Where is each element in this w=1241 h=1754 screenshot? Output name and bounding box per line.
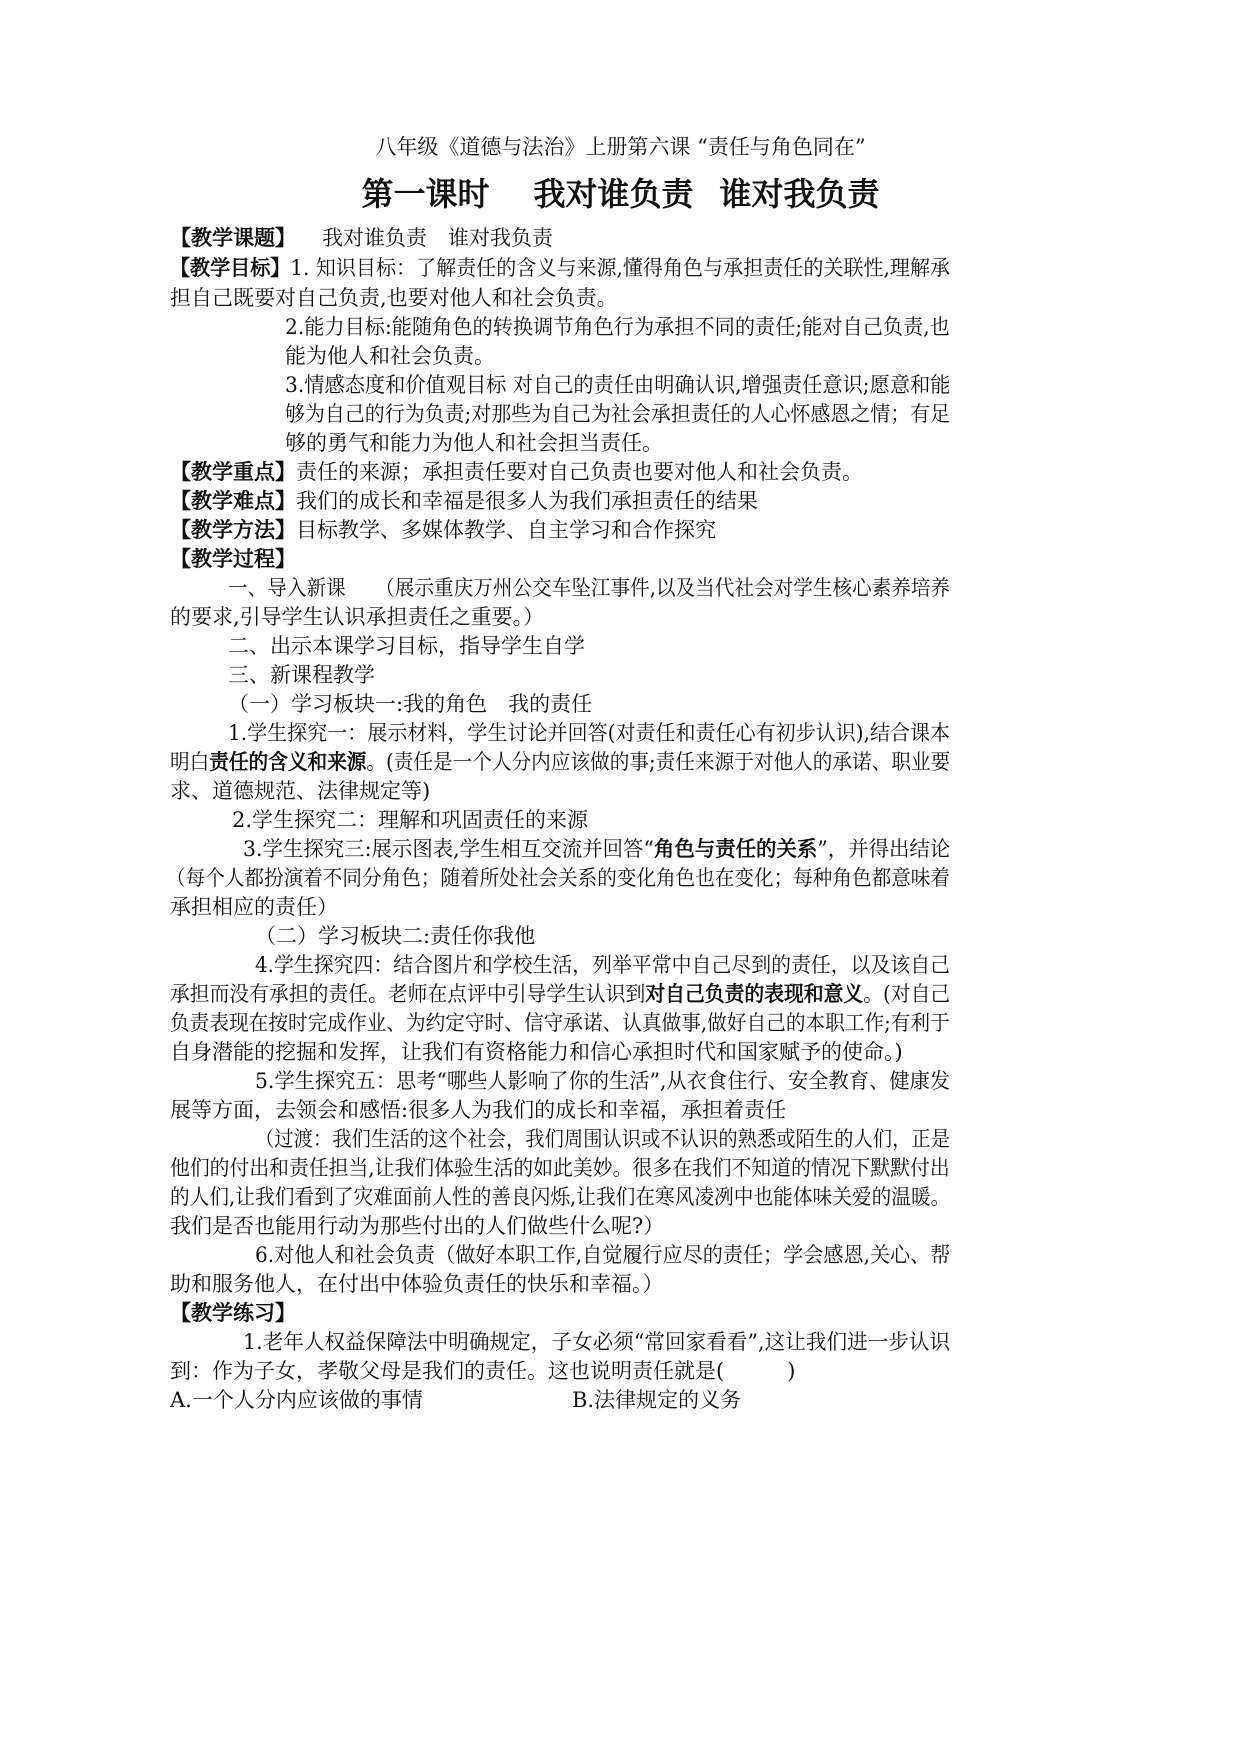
- inquiry-3-line-3: 承担相应的责任）: [170, 895, 338, 919]
- intro-line-2: 的要求,引导学生认识承担责任之重要。）: [170, 605, 545, 629]
- transition-line-4: 我们是否也能用行动为那些付出的人们做些什么呢?）: [170, 1214, 665, 1238]
- key-row: [170, 457, 863, 487]
- inquiry-2: 2.学生探究二：理解和巩固责任的来源: [232, 808, 589, 832]
- inquiry-1-line-2: [170, 747, 950, 777]
- step-2: 二、出示本课学习目标，指导学生自学: [228, 634, 585, 658]
- block-1-heading: （一）学习板块一:我的角色 我的责任: [228, 692, 593, 716]
- topic-row: [170, 223, 553, 253]
- transition-line-2: 他们的付出和责任担当,让我们体验生活的如此美妙。很多在我们不知道的情况下默默付出: [170, 1156, 950, 1180]
- goal-2-line-2: 能为他人和社会负责。: [285, 344, 495, 368]
- inquiry-3-bold: 角色与责任的关系: [653, 837, 818, 861]
- item-6-line-2: 助和服务他人，在付出中体验负责任的快乐和幸福。）: [170, 1272, 664, 1296]
- topic-label: 【教学课题】: [170, 226, 296, 250]
- inquiry-4-line-1: 4.学生探究四：结合图片和学校生活，列举平常中自己尽到的责任，以及该自己: [255, 953, 951, 977]
- option-a: A.一个人分内应该做的事情: [170, 1388, 423, 1412]
- course-subtitle: 八年级《道德与法治》上册第六课 “责任与角色同在”: [375, 135, 866, 159]
- goal-2-line-1: 2.能力目标:能随角色的转换调节角色行为承担不同的责任;能对自己负责,也: [285, 315, 950, 339]
- topic-text: 我对谁负责 谁对我负责: [322, 226, 553, 250]
- difficulty-row: [170, 486, 758, 516]
- goal-3-line-3: 够的勇气和能力为他人和社会担当责任。: [285, 431, 663, 455]
- inquiry-1-line-3: 求、道德规范、法律规定等): [170, 779, 431, 803]
- goal-1-line-1: 1. 知识目标：了解责任的含义与来源,懂得角色与承担责任的关联性,理解承: [290, 256, 951, 280]
- inquiry-4-line-3: 负责表现在按时完成作业、为约定守时、信守承诺、认真做事,做好自己的本职工作;有利于: [170, 1011, 950, 1035]
- question-1-line-2: 到：作为子女，孝敬父母是我们的责任。这也说明责任就是( ): [170, 1359, 796, 1383]
- inquiry-3-text-c: ”，并得出结论: [817, 837, 951, 861]
- inquiry-3-text-a: 3.学生探究三:展示图表,学生相互交流并回答“: [243, 837, 654, 861]
- goals-label: 【教学目标】: [170, 256, 291, 280]
- inquiry-3-line-1: [243, 834, 950, 864]
- title-part-3: 谁对我负责: [719, 175, 880, 213]
- process-label: [170, 544, 296, 574]
- goal-3-line-1: 3.情感态度和价值观目标 对自己的责任由明确认识,增强责任意识;愿意和能: [285, 373, 951, 397]
- inquiry-1-line-1: 1.学生探究一：展示材料，学生讨论并回答(对责任和责任心有初步认识),结合课本: [228, 721, 951, 745]
- difficulty-label: 【教学难点】: [170, 489, 296, 513]
- inquiry-1-text-c: 。(责任是一个人分内应该做的事;责任来源于对他人的承诺、职业要: [366, 750, 951, 774]
- inquiry-5-line-2: 展等方面，去领会和感悟:很多人为我们的成长和幸福，承担着责任: [170, 1098, 787, 1122]
- title-part-1: 第一课时: [361, 175, 490, 213]
- inquiry-4-bold: 对自己负责的表现和意义: [645, 982, 864, 1006]
- inquiry-1-text-a: 明白: [170, 750, 210, 774]
- page-title: [0, 172, 1241, 216]
- practice-label: [170, 1298, 296, 1328]
- inquiry-4-line-4: 自身潜能的挖掘和发挥，让我们有资格能力和信心承担时代和国家赋予的使命。): [170, 1040, 903, 1064]
- goals-row: [170, 253, 950, 283]
- option-b: B.法律规定的义务: [572, 1388, 742, 1412]
- process-label-text: 【教学过程】: [170, 547, 296, 571]
- block-2-heading: （二）学习板块二:责任你我他: [255, 924, 536, 948]
- method-text: 目标教学、多媒体教学、自主学习和合作探究: [296, 518, 716, 542]
- question-1-line-1: 1.老年人权益保障法中明确规定，子女必须“常回家看看”,这让我们进一步认识: [243, 1330, 951, 1354]
- goal-3-line-2: 够为自己的行为负责;对那些为自己为社会承担责任的人心怀感恩之情；有足: [285, 402, 951, 426]
- inquiry-1-bold: 责任的含义和来源: [209, 750, 367, 774]
- intro-line-1: 一、导入新课 （展示重庆万州公交车坠江事件,以及当代社会对学生核心素养培养: [228, 576, 951, 600]
- method-label: 【教学方法】: [170, 518, 296, 542]
- transition-line-1: （过渡：我们生活的这个社会，我们周围认识或不认识的熟悉或陌生的人们，正是: [255, 1127, 950, 1151]
- difficulty-text: 我们的成长和幸福是很多人为我们承担责任的结果: [296, 489, 758, 513]
- title-part-2: 我对谁负责: [533, 175, 694, 213]
- item-6-line-1: 6.对他人和社会负责（做好本职工作,自觉履行应尽的责任；学会感恩,关心、帮: [255, 1243, 951, 1267]
- step-3: 三、新课程教学: [228, 663, 375, 687]
- inquiry-4-line-2: [170, 979, 950, 1009]
- inquiry-3-line-2: （每个人都扮演着不同分角色；随着所处社会关系的变化角色也在变化；每种角色都意味着: [166, 866, 950, 890]
- transition-line-3: 的人们,让我们看到了灾难面前人性的善良闪烁,让我们在寒风凌冽中也能体味关爱的温暖。: [170, 1185, 951, 1209]
- practice-label-text: 【教学练习】: [170, 1301, 296, 1325]
- inquiry-5-line-1: 5.学生探究五：思考“哪些人影响了你的生活”,从衣食住行、安全教育、健康发: [255, 1069, 951, 1093]
- method-row: [170, 515, 716, 545]
- inquiry-4-text-c: 。(对自己: [863, 982, 951, 1006]
- goal-1-line-2: 担自己既要对自己负责,也要对他人和社会负责。: [170, 286, 618, 310]
- inquiry-4-text-a: 承担而没有承担的责任。老师在点评中引导学生认识到: [170, 982, 646, 1006]
- key-text: 责任的来源；承担责任要对自己负责也要对他人和社会负责。: [296, 460, 863, 484]
- key-label: 【教学重点】: [170, 460, 296, 484]
